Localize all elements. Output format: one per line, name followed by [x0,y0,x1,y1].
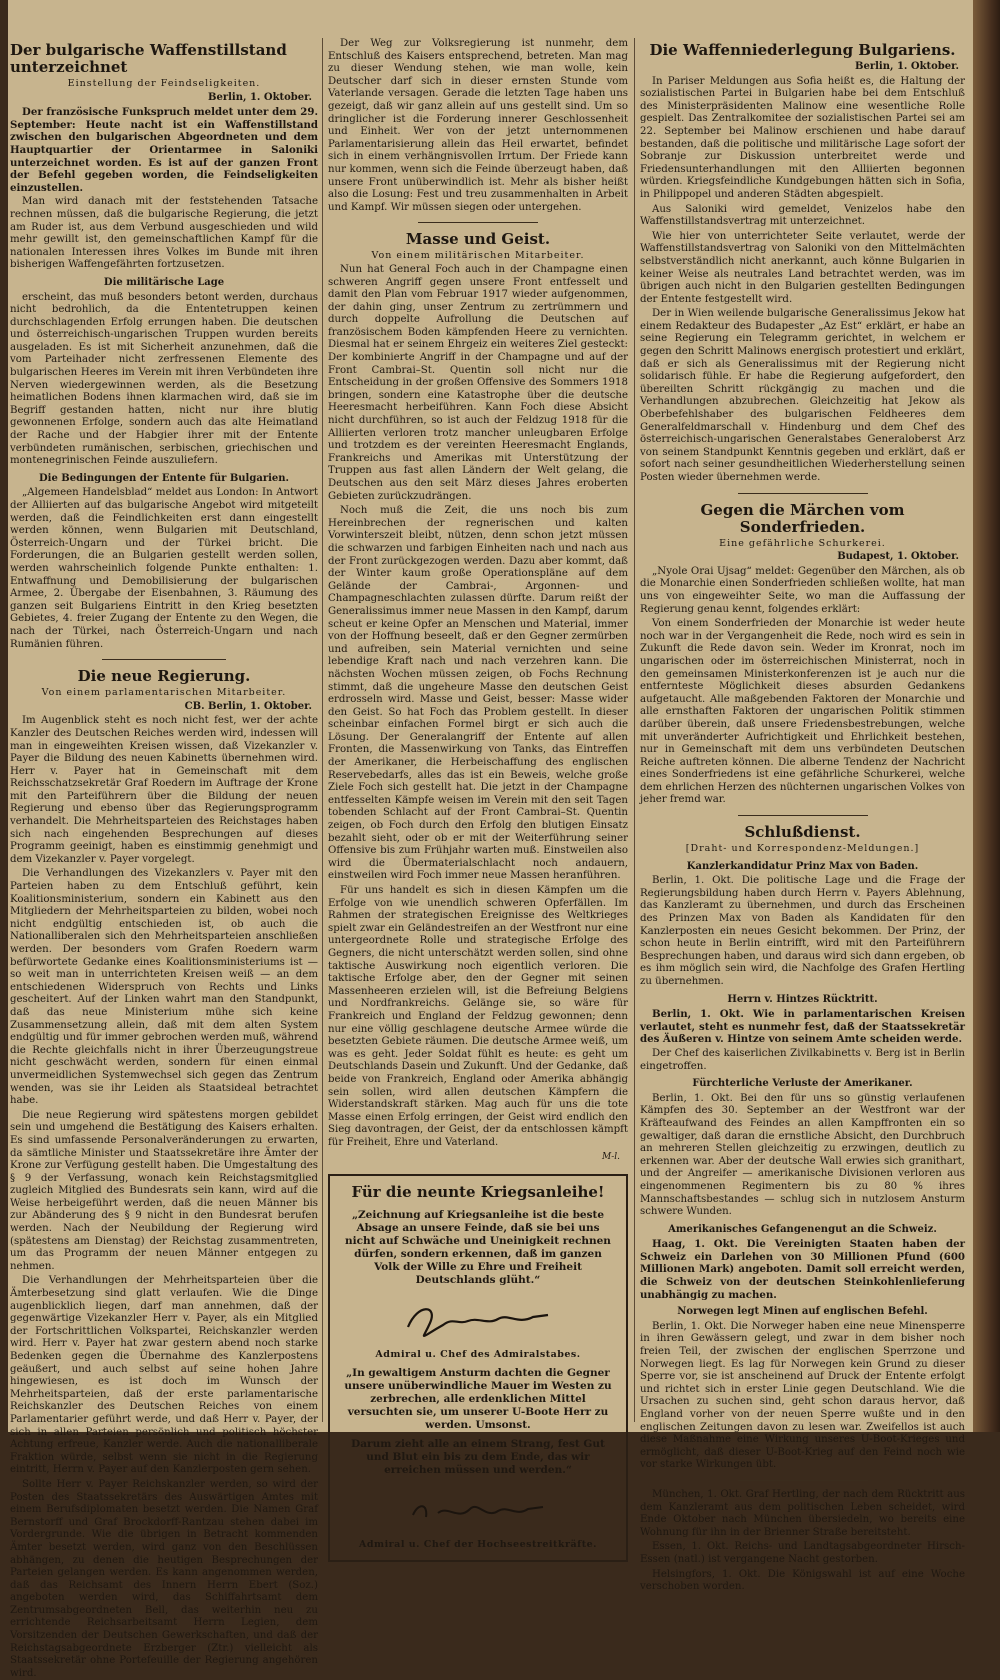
section-heading: Kanzlerkandidatur Prinz Max von Baden. [686,860,919,872]
separator [738,1480,868,1481]
column-rule [322,38,323,1422]
section-heading: Die Bedingungen der Entente für Bulgarien. [38,472,290,484]
separator [738,815,868,816]
subhead: Von einem parlamentarischen Mitarbeiter. [41,687,287,699]
column-rule [634,38,635,1422]
signature-scheer-icon [398,1295,558,1345]
paragraph: „Nyole Orai Ujsag“ meldet: Gegenüber den Märchen, als ob die Monarchie einen Sonderfrieden schließen wollte, hat man uns von eingeweihter Seite, wo man die Auffassung der Regierung genau kennt, folgendes erklärt: [640,565,965,615]
paragraph: Man wird danach mit der feststehenden Tatsache rechnen müssen, daß die bulgarische Regierung, die jetzt am Ruder ist, aus dem Verbund ausgeschieden und wild mehr gewillt ist, den gemeinschaftlichen Kampf für die nationalen Interessen ihres Volkes im Bunde mit ihren bisherigen Waffengefährten fortzusetzen. [10,196,318,271]
paragraph: Für uns handelt es sich in diesen Kämpfen um die Erfolge von wie unendlich schweren Opferfällen. Im Rahmen der strategischen Ereignisse des Weltkrieges spielt zwar ein Geländestreifen an der Westfront nur eine untergeordnete Rolle und strategische Erfolge des Gegners, die nicht unterschätzt werden sollen, sind ohne taktische Auswirkung noch eigentlich verloren. Die taktische Erfolge aber, den der Gegner mit seinen Massenheeren erzielen will, ist die Befreiung Belgiens und Nordfrankreichs. Gelänge sie, so wäre für Frankreich und England der Feldzug gewonnen; denn nur eine völlig geschlagene deutsche Armee würde die besetzten Gebiete räumen. Die deutsche Armee weiß, um was es geht. Jeder Soldat fühlt es heute: es geht um Deutschlands Dasein und Zukunft. Und der Gedanke, daß beide von Frankreich, England oder Amerika abhängig sein sollen, wird allen deutschen Kämpfern die Widerstandskraft stärken. Mag auch für uns die tote Masse einen Erfolg erringen, der Geist wird endlich den Sieg davontragen, der Geist, der da entschlossen kämpft für Freiheit, Ehre und Vaterland. [328,885,628,1148]
signature-hipper-icon [398,1485,558,1535]
paragraph: Im Augenblick steht es noch nicht fest, wer der achte Kanzler des Deutschen Reiches werden wird, indessen will man in eingeweihten Kreisen wissen, daß Vizekanzler v. Payer die Bildung des neuen Kabinetts übernehmen wird. Herr v. Payer hat in Gemeinschaft mit dem Reichsschatzsekretär Graf Roedern im Auftrage der Krone mit den Parteiführern über die Bildung der neuen Regierung und ebenso über das Regierungsprogramm verhandelt. Die Mehrheitsparteien des Reichstages haben sich nach eingehenden Besprechungen auf dieses Programm geeinigt, haben es einstimmig genehmigt und dem Vizekanzler v. Payer vorgelegt. [10,715,318,865]
headline-waffenstillstand: Der bulgarische Waffenstillstand unterzeichnet [10,41,287,76]
headline-sonderfrieden: Gegen die Märchen vom Sonderfrieden. [700,500,905,536]
paragraph: Berlin, 1. Okt. Bei den für uns so günstig verlaufenen Kämpfen des 30. September an der Westfront war der Kräfteaufwand des Feindes an allen Kampffronten ein so gewaltiger, daß daran die ernstliche Absicht, den Durchbruch an mehreren Stellen gleichzeitig zu erzwingen, deutlich zu erkennen war. Aber der deutsche Wall erwies sich granithart, und der Angreifer — amerikanische Divisionen verloren aus eingenommenen Regimentern bis zu 80 % ihres Mannschaftsbestandes — schlug sich in nutzlosem Ansturm schwere Wunden. [640,1092,965,1218]
box-title: Für die neunte Kriegsanleihe! [351,1183,605,1202]
paragraph: Helsingfors, 1. Okt. Die Königswahl ist auf eine Woche verschoben worden. [640,1568,965,1593]
paragraph: Der Chef des kaiserlichen Zivilkabinetts v. Berg ist in Berlin eingetroffen. [640,1047,965,1072]
paragraph: Sollte Herr v. Payer Reichskanzler werden, so wird der Posten des Staatssekretärs des Auswärtigen Amtes mit einem Berufsdiplomaten besetzt werden. Die Namen Graf Bernstorff und Graf Brockdorff-Rantzau stehen dabei im Vordergrunde. Wie die übrigen in Betracht kommenden Ämter besetzt werden, wird ganz von den Beschlüssen abhängen, zu denen die heutigen Besprechungen der Parteien gelangen werden. Es kann angenommen werden, daß das Reichsamt des Innern Herrn Ebert (Soz.) angeboten werden wird, das Schiffahrtsamt dem Zentrumsabgeordneten Bell, das weiterhin neu zu errichtende Reichsarbeitsamt Herrn Legien, dem Vorsitzenden der Deutschen Gewerkschaften, und daß der Reichstagsabgeordnete Erzberger (Ztr.) vielleicht als Staatssekretär ohne Portefeuille der Regierung angehören wird. [10,1478,318,1679]
paragraph: Die Verhandlungen der Mehrheitsparteien über die Ämterbesetzung sind glatt verlaufen. Wie die Dinge augenblicklich liegen, darf man annehmen, daß der gegenwärtige Vizekanzler Herr v. Payer, als ein Mitglied der Fortschrittlichen Volkspartei, Reichskanzler werden wird. Herr v. Payer hat zwar gestern abend noch starke Bedenken gegen die Übernahme des Kanzlerpostens geäußert, und auch selbst auf seine hohen Jahre hingewiesen, es ist doch im Wunsch der Mehrheitsparteien, daß der erste parlamentarische Reichskanzler des Deutschen Reiches von einem Parlamentarier geführt werde, und daß Herr v. Payer, der sich in allen Parteien persönlich und politisch höchster Achtung erfreue, Kanzler werde. Auch die nationalliberale Fraktion würde, selbst wenn sie nicht in die Regierung eintritt, Herrn v. Payer auf den Kanzlerposten gern sehen. [10,1275,318,1476]
headline-neue-regierung: Die neue Regierung. [77,667,251,686]
section-heading: Norwegen legt Minen auf englischen Befehl. [677,1306,928,1318]
paragraph: Nun hat General Foch auch in der Champagne einen schweren Angriff gegen unsere Front entfesselt und damit den Plan vom Februar 1917 wieder aufgenommen, der dahin ging, unser Zentrum zu zertrümmern und durch doppelte Aufrollung die Deutschen auf französischem Boden kämpfenden Heere zu vernichten. Diesmal hat er seinem Ehrgeiz ein weiteres Ziel gesteckt: Der kombinierte Angriff in der Champagne und auf der Front Cambrai–St. Quentin soll nicht nur die Entscheidung in der großen Offensive des Sommers 1918 bringen, sondern eine Katastrophe über die deutsche Heeresmacht herbeiführen. Kann Foch diese Absicht nicht durchführen, so ist auch der Feldzug 1918 für die Alliierten verloren trotz mancher unleugbaren Erfolge und trotzdem es der vereinten Heeresmacht Englands, Frankreichs und Amerikas mit Unterstützung der Truppen aus fast allen Ländern der Welt gelang, die Deutschen aus den seit März dieses Jahres eroberten Gebieten zurückzudrängen. [328,263,628,502]
column-right [640,38,965,1593]
column-middle [328,38,628,1551]
box-quote: „Zeichnung auf Kriegsanleihe ist die beste Absage an unsere Feinde, daß sie bei uns nicht auf Schwäche und Uneinigkeit rechnen dürfen, sondern erkennen, daß im ganzen Volk der Wille zu Ehre und Freiheit Deutschlands glüht.“ [345,1208,611,1286]
paragraph: Wie hier von unterrichteter Seite verlautet, werde der Waffenstillstandsvertrag von Saloniki von den Mittelmächten selbstverständlich nicht anerkannt, auch könne Bulgarien in keiner Weise als neutrales Land betrachtet werden, was im übrigen auch nicht in den Bulgarien gestellten Bedingungen der Entente festgestellt wird. [640,230,965,305]
headline-schlussdienst: Schlußdienst. [744,823,861,842]
book-binding [973,0,1000,1432]
box-quote: Darum zieht alle an einem Strang, fest Gut und Blut ein bis zu dem Ende, das wir erreichen müssen und werden.“ [351,1438,605,1477]
dateline: Berlin, 1. Oktober. [208,91,312,103]
paragraph: Die Verhandlungen des Vizekanzlers v. Payer mit den Parteien haben zu dem Entschluß geführt, kein Koalitionsministerium, sondern ein Kabinett aus den Mitgliedern der Mehrheitsparteien zu bilden, wobei noch nicht endgültig entschieden ist, ob auch die Nationalliberalen sich den Mehrheitsparteien anschließen werden. Der besonders vom Grafen Roedern warm befürwortete Gedanke eines Koalitionsministeriums ist — so weit man in unterrichteten Kreisen weiß — an dem entschiedenen Widerspruch von Rechts und Links gescheitert. Auf der Linken wahrt man den Standpunkt, daß das neue Ministerium mühe sich keine Zusammensetzung allein, daß mit dem alten System endgültig und für immer gebrochen werden muß, während die Rechte gleichfalls nicht in ihrer Überzeugungstreue nicht geschwächt werden, sondern für einen einmal unvermeidlichen Systemwechsel sich gegen das Zentrum wenden, was sie ihr Leiden als Staatsideal betrachtet habe. [10,868,318,1107]
paragraph: Aus Saloniki wird gemeldet, Venizelos habe den Waffenstillstandsvertrag mit unterzeichnet. [640,203,965,228]
signature-caption: Admiral u. Chef des Admiralstabes. [375,1348,581,1360]
author-mark: M-l. [602,1152,620,1163]
dateline: Budapest, 1. Oktober. [837,551,959,563]
paragraph: Der Weg zur Volksregierung ist nunmehr, dem Entschluß des Kaisers entsprechend, betreten. Man mag zu dieser Wendung stehen, wie man wolle, kein Deutscher darf sich in dieser ernsten Stunde vom Vaterlande versagen. Gerade die letzten Tage haben uns gezeigt, daß wir ganz allein auf uns gestellt sind. Um so dringlicher ist die Forderung innerer Geschlossenheit und Einheit. Wer von der jetzt unternommenen Parlamentarisierung allein das Heil erwartet, befindet sich in einem verhängnisvollen Irrtum. Der Friede kann nur kommen, wenn sich die Feinde überzeugt haben, daß unsere Front unüberwindlich ist. Mehr als bisher heißt also die Losung: Fest und treu zusammenhalten in Arbeit und Kampf. Wir müssen siegen oder untergehen. [328,38,628,213]
section-heading: Amerikanisches Gefangenengut an die Schweiz. [668,1223,937,1235]
paragraph: erscheint, das muß besonders betont werden, durchaus nicht bedrohlich, da die Ententetruppen keinen durchschlagenden Erfolg errungen haben. Die deutschen und österreichisch-ungarischen Truppen wurden bereits ausgeladen. Es ist mit Sicherheit anzunehmen, daß die vom Parteihader nicht zerfressenen Elemente des bulgarischen Heeres im Verein mit ihren Verbündeten ihre Nerven wiedergewinnen werden, als die Besetzung heimatlichen Bodens ihnen klarmachen wird, daß sie im Begriff gestanden hatten, nicht nur ihre blutig gewonnenen Erfolge, sondern auch das alte Heimatland der Rache und der Habgier ihrer mit der Entente verbündeten rumänischen, serbischen, griechischen und montenegrinischen Feinde auszuliefern. [10,291,318,467]
paragraph: Noch muß die Zeit, die uns noch bis zum Hereinbrechen der regnerischen und kalten Vorwinterszeit bleibt, nützen, denn schon jetzt müssen die schwarzen und farbigen Einheiten nach und nach aus der Front zurückgezogen werden. Dazu aber kommt, daß der Winter kaum große Operationspläne auf dem Gelände der Cambrai-, Argonnen- und Champagneschlachten zulassen dürfte. Darum reißt der Generalissimus immer neue Massen in den Kampf, darum scheut er keine Opfer an Menschen und Material, immer von der Hoffnung beseelt, daß er den Gegner zermürben und aufreiben, sein Material vernichten und seine lebendige Kraft nach und nach verzehren kann. Die nächsten Wochen müssen zeigen, ob Fochs Rechnung stimmt, daß die ungeheure Masse den deutschen Geist erdrosseln wird. Masse und Geist, besser: Masse wider den Geist. So hat Foch das Problem gestellt. In dieser scheinbar einfachen Formel birgt er sich auch die Lösung. Der Generalangriff der Entente auf allen Fronten, die Massenwirkung von Tanks, das Eintreffen der Amerikaner, die Herbeischaffung des englischen Reservebedarfs, alles das ist ein Beweis, welche große Ziele Foch sich gestellt hat. Die jetzt in der Champagne entfesselten Kämpfe weisen im Verein mit den seit Tagen tobenden Schlacht auf der Front Cambrai–St. Quentin zeigen, ob Foch durch den Erfolg den blutigen Einsatz bezahlt sieht, oder ob er mit der Weiterführung seiner Offensive bis zum Frühjahr warten muß. Einstweilen also wird die Übermaterialschlacht noch andauern, einstweilen wird Foch immer neue Massen heranführen. [328,505,628,882]
section-heading: Herrn v. Hintzes Rücktritt. [727,993,878,1005]
paragraph: Essen, 1. Okt. Reichs- und Landtagsabgeordneter Hirsch-Essen (natl.) ist vergangene Nacht gestorben. [640,1541,965,1565]
newspaper-page [8,0,973,1679]
paragraph: Berlin, 1. Okt. Wie in parlamentarischen Kreisen verlautet, steht es nunmehr fest, daß der Staatssekretär des Äußeren v. Hintze von seinem Amte scheiden werde. [640,1008,965,1046]
headline-masse-und-geist: Masse und Geist. [405,230,551,249]
subhead: Von einem militärischen Mitarbeiter. [371,250,585,262]
separator [102,659,225,660]
box-quote: „In gewaltigem Ansturm dachten die Gegner unsere unüberwindliche Mauer im Westen zu zerbrechen, alle erdenklichen Mittel versuchten sie, um unserer U-Boote Herr zu werden. Umsonst. [344,1367,612,1432]
headline-waffenniederlegung: Die Waffenniederlegung Bulgariens. [649,41,956,59]
paragraph: In Pariser Meldungen aus Sofia heißt es, die Haltung der sozialistischen Partei in Bulgarien habe bei dem Entschluß des Ministerpräsidenten Malinow eine wesentliche Rolle gespielt. Das Zentralkomitee der sozialistischen Partei sei am 22. September bei Malinow erschienen und habe darauf bestanden, daß die politische und militärische Lage sofort der Sobranje zur Diskussion unterbreitet werde und Friedensunterhandlungen mit den Alliierten begonnen würden. Kriegsfeindliche Kundgebungen hätten sich in Sofia, in Philippopel und anderen Städten abgespielt. [640,75,965,200]
section-heading: Fürchterliche Verluste der Amerikaner. [692,1078,913,1090]
paragraph: Berlin, 1. Okt. Die politische Lage und die Frage der Regierungsbildung haben durch Herrn v. Payers Ablehnung, das Kanzleramt zu übernehmen, und durch das Erscheinen des Prinzen Max von Baden als Kandidaten für den Kanzlerposten ein neues Gesicht bekommen. Der Prinz, der schon heute in Berlin eintrifft, wird mit den Parteiführern Besprechungen haben, und daraus wird sich dann ergeben, ob es ihm möglich sein wird, die Nachfolge des Grafen Hertling zu übernehmen. [640,875,965,987]
paragraph: Haag, 1. Okt. Die Vereinigten Staaten haben der Schweiz ein Darlehen von 30 Millionen Pfund (600 Millionen Mark) angeboten. Damit soll erreicht werden, die Schweiz von der deutschen Steinkohlenlieferung unabhängig zu machen. [640,1238,965,1301]
separator [738,493,868,494]
dateline: Berlin, 1. Oktober. [855,61,959,72]
paragraph: Der französische Funkspruch meldet unter dem 29. September: Heute nacht ist ein Waffenstillstand zwischen den bulgarischen Abgeordneten und dem Hauptquartier der Orientarmee in Saloniki unterzeichnet worden. Es ist auf der ganzen Front der Befehl gegeben worden, die Feindseligkeiten einzustellen. [10,106,318,194]
section-heading: Die militärische Lage [103,276,225,288]
paragraph: Von einem Sonderfrieden der Monarchie ist weder heute noch war in der Vergangenheit die Rede, noch wird es sein in Zukunft die Rede davon sein. Weder im Kronrat, noch im ungarischen oder im österreichischen Ministerrat, noch in den gemeinsamen Ministerkonferenzen ist je auch nur die entfernteste Möglichkeit dieses absurden Gedankens aufgetaucht. Alle maßgebenden Faktoren der Monarchie und alle ernsthaften Faktoren der ungarischen Politik stimmen darüber überein, daß unsere Friedensbestrebungen, welche mit unveränderter Aufrichtigkeit und Ehrlichkeit bestehen, nur in Gemeinschaft mit dem uns verbündeten Deutschen Reiche auftreten können. Die alberne Tendenz der Nachricht eines Sonderfriedens ist eine gefährliche Schurkerei, welche dem ehrlichen Herzen des nüchternen ungarischen Volkes von jeher fremd war. [640,618,965,806]
signature-caption: Admiral u. Chef der Hochseestreitkräfte. [359,1539,597,1551]
kriegsanleihe-box [328,1174,628,1562]
separator [418,222,538,223]
paragraph: Der in Wien weilende bulgarische Generalissimus Jekow hat einem Redakteur des Budapester „Az Est“ erklärt, er habe an seine Regierung ein Telegramm gerichtet, in welchem er gegen den Schritt Malinows energisch protestiert und erklärt, daß er sich als Generalissimus mit der Regierung nicht solidarisch fühle. Er habe die Regierung aufgefordert, den übereilten Schritt rückgängig zu machen und die Verhandlungen abzubrechen. Gleichzeitig hat Jekow als Oberbefehlshaber des bulgarischen Feldheeres dem Generalfeldmarschall v. Hindenburg und dem Chef des österreichisch-ungarischen Generalstabes Generaloberst Arz von seinem Standpunkt Kenntnis gegeben und erklärt, daß er sofort nach seiner gesundheitlichen Wiederherstellung seinen Posten wieder übernehmen werde. [640,308,965,483]
subhead: [Draht- und Korrespondenz-Meldungen.] [685,843,920,855]
paragraph: „Algemeen Handelsblad“ meldet aus London: In Antwort der Alliierten auf das bulgarische Angebot wird mitgeteilt werden, daß die Feindlichkeiten erst dann eingestellt werden können, wenn Bulgarien mit Deutschland, Österreich-Ungarn und der Türkei bricht. Die Forderungen, die an Bulgarien gestellt werden sollen, werden wahrscheinlich folgende Punkte enthalten: 1. Entwaffnung und Demobilisierung der bulgarischen Armee, 2. Übergabe der Eisenbahnen, 3. Räumung des ganzen seit Bulgariens Eintritt in den Krieg besetzten Gebietes, 4. freier Zugang der Entente zu den Wegen, die nach der Türkei, nach Österreich-Ungarn und nach Rumänien führen. [10,487,318,650]
column-left [10,38,318,1679]
paragraph: Die neue Regierung wird spätestens morgen gebildet sein und umgehend die Bestätigung des Kaisers erhalten. Es sind umfassende Personalveränderungen zu erwarten, da sämtliche Minister und Staatssekretäre ihre Ämter der Krone zur Verfügung gestellt haben. Die Umgestaltung des § 9 der Verfassung, wonach kein Reichstagsmitglied zugleich Mitglied des Bundesrats sein kann, wird auf die Weise herbeigeführt werden, daß die neuen Männer bis zur Abänderung des § 9 nicht in den Bundesrat berufen werden. Nach der Neubildung der Regierung wird (spätestens am Dienstag) der Reichstag zusammentreten, um das Programm der neuen Männer entgegen zu nehmen. [10,1109,318,1272]
subhead: Einstellung der Feindseligkeiten. [67,78,261,89]
subhead: Eine gefährliche Schurkerei. [719,537,886,549]
paragraph: München, 1. Okt. Graf Hertling, der nach dem Rücktritt aus dem Kanzleramt aus dem politischen Leben scheidet, wird Ende Oktober nach München übersiedeln, wo bereits eine Wohnung für ihn in der Brienner Straße bereitsteht. [640,1488,965,1538]
paragraph: Berlin, 1. Okt. Die Norweger haben eine neue Minensperre in ihren Gewässern gelegt, und zwar in dem bisher noch freien Teil, der zwischen der englischen Sperrzone und Norwegen liegt. Es lag für Norwegen kein Grund zu dieser Sperre vor, sie ist anscheinend auf Druck der Entente erfolgt und richtet sich in erster Linie gegen Deutschland. Wie die Ursachen zu suchen sind, geht schon daraus hervor, daß England vorher von der neuen Sperre wußte und in den englischen Zeitungen davon zu lesen war. Zweifellos ist auch diese Maßnahme eine Wirkung unseres U-Boot-Krieges und ermöglicht, daß dieser U-Boot-Krieg auf den Feind noch wie vor starke Wirkungen übt. [640,1320,965,1471]
dateline: CB. Berlin, 1. Oktober. [184,700,312,712]
